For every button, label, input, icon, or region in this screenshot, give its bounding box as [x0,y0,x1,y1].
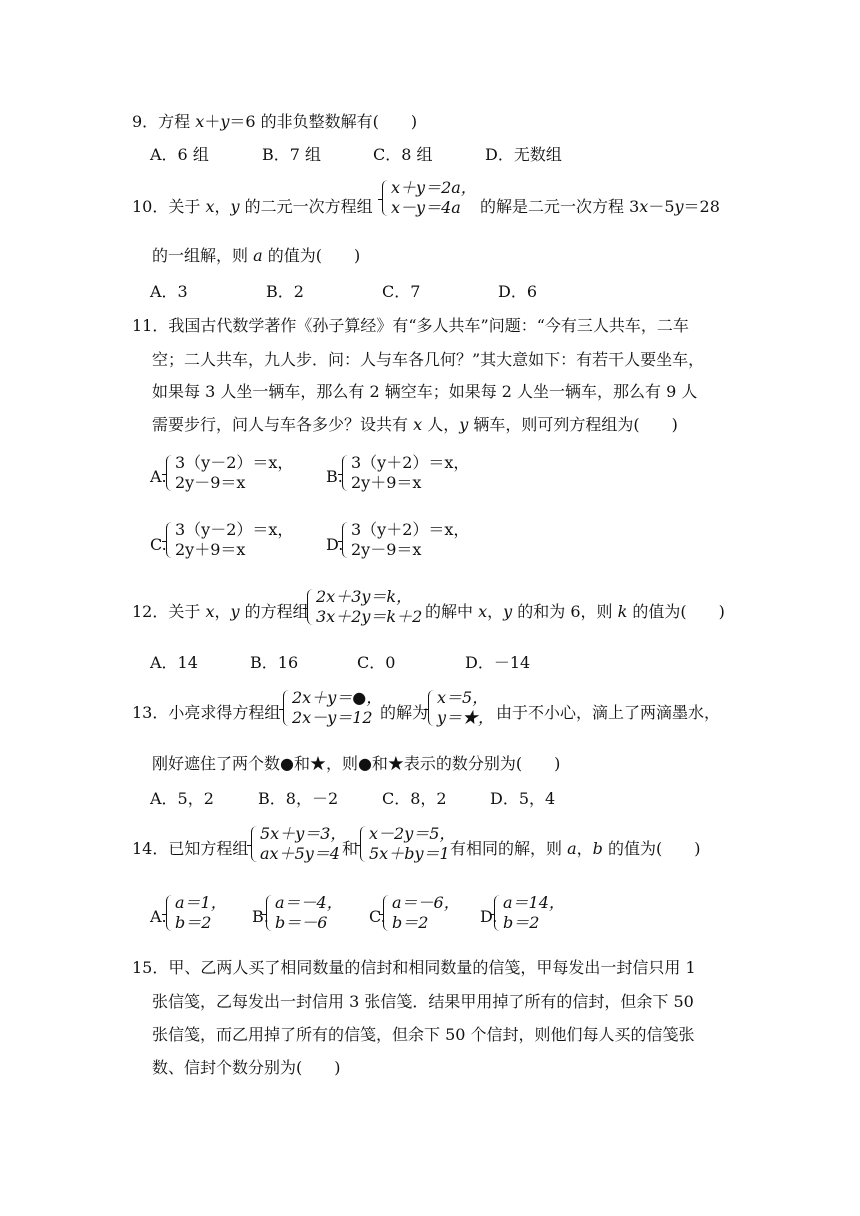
equation-row-2: b＝2 [175,913,212,932]
q13-option-b: B．8，－2 [258,789,339,808]
equation-row-2: 2y－9＝x [351,540,422,559]
var-x: x [639,197,649,216]
equation-row-2: x－y＝4a [391,198,461,217]
brace-tip [162,472,167,475]
text: 的解中 [425,602,479,621]
text: ， [576,839,593,858]
equation-row-1: 2x＋y＝●， [292,688,383,707]
brace [494,895,502,931]
q11-option-a-system [166,455,296,491]
q11-option-c-label: C. [150,535,167,554]
equation-row-2: ax＋5y＝4 [260,844,340,863]
equation-row-1: x＝5， [437,688,489,707]
brace [283,690,291,726]
q10-option-d: D．6 [498,282,538,301]
var-y: y [230,602,240,621]
q14-option-b-label: B. [252,907,269,926]
brace [360,826,368,862]
text: ， [214,197,231,216]
brace [266,895,274,931]
q14-option-c-system [383,895,463,931]
q9-option-c: C．8 组 [373,145,433,164]
brace [382,180,390,216]
equation-row-2: 2y＋9＝x [351,473,422,492]
q13-option-a: A．5，2 [150,789,214,808]
var-y: y [459,415,469,434]
brace-tip [424,707,429,710]
q12-option-d: D．－14 [465,653,531,672]
text: 的值为( ) [602,839,701,858]
brace-tip [262,912,267,915]
q12-option-c: C．0 [357,653,396,672]
question-13-stem: 13．小亮求得方程组 [132,703,281,722]
q10-stem-tail [480,199,720,215]
brace [342,522,350,558]
brace-tip [379,912,384,915]
text: 辆车，则可列方程组为( ) [468,415,678,434]
equation-row-1: 3（y＋2）＝x， [351,453,470,472]
equation-row-1: a＝－4， [275,893,343,912]
var-k: k [617,602,628,621]
q14-option-a-label: A. [150,907,167,926]
var-x: x [478,602,488,621]
brace-tip [162,539,167,542]
q14-and: 和 [342,839,359,858]
var-y: y [230,197,240,216]
text: ＝6 的非负整数解有( ) [229,112,418,131]
question-15-line4: 数、信封个数分别为( ) [152,1058,341,1077]
question-15-line3: 张信笺，而乙用掉了所有的信笺，但余下 50 个信封，则他们每人买的信笺张 [152,1025,695,1044]
q9-option-b: B．7 组 [262,145,322,164]
text: －5 [648,197,675,216]
equation-row-2: b＝2 [392,913,429,932]
text: 的值为( ) [627,602,725,621]
q11-option-c-system [166,522,296,558]
brace-tip [303,606,308,609]
var-x: x [413,415,423,434]
equation-row-1: x＋y＝2a， [391,178,477,197]
brace-tip [247,843,252,846]
q14-option-a-system [166,895,236,931]
question-15-line1: 15．甲、乙两人买了相同数量的信封和相同数量的信笺，甲每发出一封信只用 1 [132,958,696,977]
equation-row-2: 2y＋9＝x [175,540,246,559]
brace [428,690,436,726]
equation-row-1: 3（y＋2）＝x， [351,520,470,539]
q13-stem-line2: 刚好遮住了两个数●和★，则●和★表示的数分别为( ) [152,754,561,773]
question-11-line2: 空；二人共车，九人步．问：人与车各几何？”其大意如下：有若干人要坐车， [152,350,705,369]
q13-stem-tail: 由于不小心，滴上了两滴墨水， [496,703,721,722]
brace-tip [162,912,167,915]
q13-solution-system [428,688,495,727]
equation-row-2: 2x－y＝12 [292,708,373,727]
var-y: y [674,197,684,216]
equation-row-1: x－2y＝5， [369,824,456,843]
text: ＋ [204,112,221,131]
var-x: x [205,602,215,621]
var-y: y [220,112,230,131]
brace-tip [356,843,361,846]
var-b: b [592,839,603,858]
q10-option-b: B．2 [266,282,304,301]
q11-option-d-system [342,522,472,558]
q11-option-b-system [342,455,472,491]
equation-row-1: 2x＋3y＝k， [316,587,413,606]
text: 的一组解，则 [152,246,254,265]
equation-row-2: 5x＋by＝1 [369,844,450,863]
equation-row-2: y＝★， [437,708,495,727]
equation-row-2: b＝2 [503,913,540,932]
equation-row-1: 5x＋y＝3， [260,824,347,843]
q11-option-d-label: D. [326,535,344,554]
text: ＝28 [683,197,720,216]
q13-equation-system [283,688,383,727]
text: 人， [422,415,460,434]
q12-stem-tail [425,604,725,620]
q13-option-d: D．5，4 [490,789,556,808]
q12-equation-system [307,589,422,625]
equation-row-1: 3（y－2）＝x， [175,520,294,539]
q10-stem-line2 [152,248,360,264]
text: 12．关于 [132,602,206,621]
q11-option-a-label: A. [150,467,167,486]
var-x: x [195,112,205,131]
brace-tip [338,539,343,542]
q12-option-a: A．14 [150,653,198,672]
text: 有相同的解，则 [450,839,568,858]
q14-stem-tail [450,841,700,857]
equation-row-1: a＝14， [503,893,565,912]
text: 需要步行，问人与车各多少？设共有 [152,415,414,434]
equation-row-1: a＝1， [175,893,227,912]
text: 的方程组 [239,602,309,621]
q14-option-b-system [266,895,346,931]
equation-row-2: b＝－6 [275,913,328,932]
question-9-stem [132,114,417,130]
brace-tip [279,707,284,710]
q14-equation-system-2 [360,824,456,863]
question-11-line1: 11．我国古代数学著作《孙子算经》有“多人共车”问题：“今有三人共车，二车 [132,316,689,335]
q14-option-d-label: D. [480,907,498,926]
text: ， [487,602,504,621]
q13-option-c: C．8，2 [382,789,447,808]
var-a: a [567,839,577,858]
q14-option-c-label: C. [369,907,386,926]
brace [166,455,174,491]
brace [342,455,350,491]
brace [307,589,315,625]
brace-tip [338,472,343,475]
q13-stem-mid: 的解为 [380,703,429,722]
question-14-stem: 14．已知方程组 [132,839,249,858]
text: 的和为 6，则 [512,602,618,621]
q10-option-a: A．3 [150,282,188,301]
text: 的二元一次方程组 [239,197,373,216]
question-15-line2: 张信笺，乙每发出一封信用 3 张信笺．结果甲用掉了所有的信封，但余下 50 [152,992,694,1011]
brace-tip [378,197,383,200]
text: 的值为( ) [262,246,361,265]
text: 的解是二元一次方程 3 [480,197,640,216]
q11-option-b-label: B. [326,467,343,486]
brace-tip [490,912,495,915]
equation-row-2: 2y－9＝x [175,473,246,492]
question-11-line4 [152,417,678,433]
var-y: y [503,602,513,621]
text: ， [214,602,231,621]
q10-option-c: C．7 [382,282,421,301]
text: 9．方程 [132,112,196,131]
q14-option-d-system [494,895,564,931]
equation-row-2: 3x＋2y＝k＋2 [316,607,423,626]
brace [166,522,174,558]
var-a: a [253,246,263,265]
brace [383,895,391,931]
q9-option-d: D．无数组 [485,145,562,164]
text: 10．关于 [132,197,206,216]
q14-equation-system-1 [251,824,347,863]
q10-equation-system [382,180,482,216]
equation-row-1: 3（y－2）＝x， [175,453,294,472]
question-10-stem [132,199,373,215]
q12-option-b: B．16 [250,653,299,672]
question-12-stem [132,604,309,620]
brace [166,895,174,931]
equation-row-1: a＝－6， [392,893,460,912]
q9-option-a: A．6 组 [150,145,209,164]
var-x: x [205,197,215,216]
brace [251,826,259,862]
question-11-line3: 如果每 3 人坐一辆车，那么有 2 辆空车；如果每 2 人坐一辆车，那么有 9 人 [152,382,698,401]
